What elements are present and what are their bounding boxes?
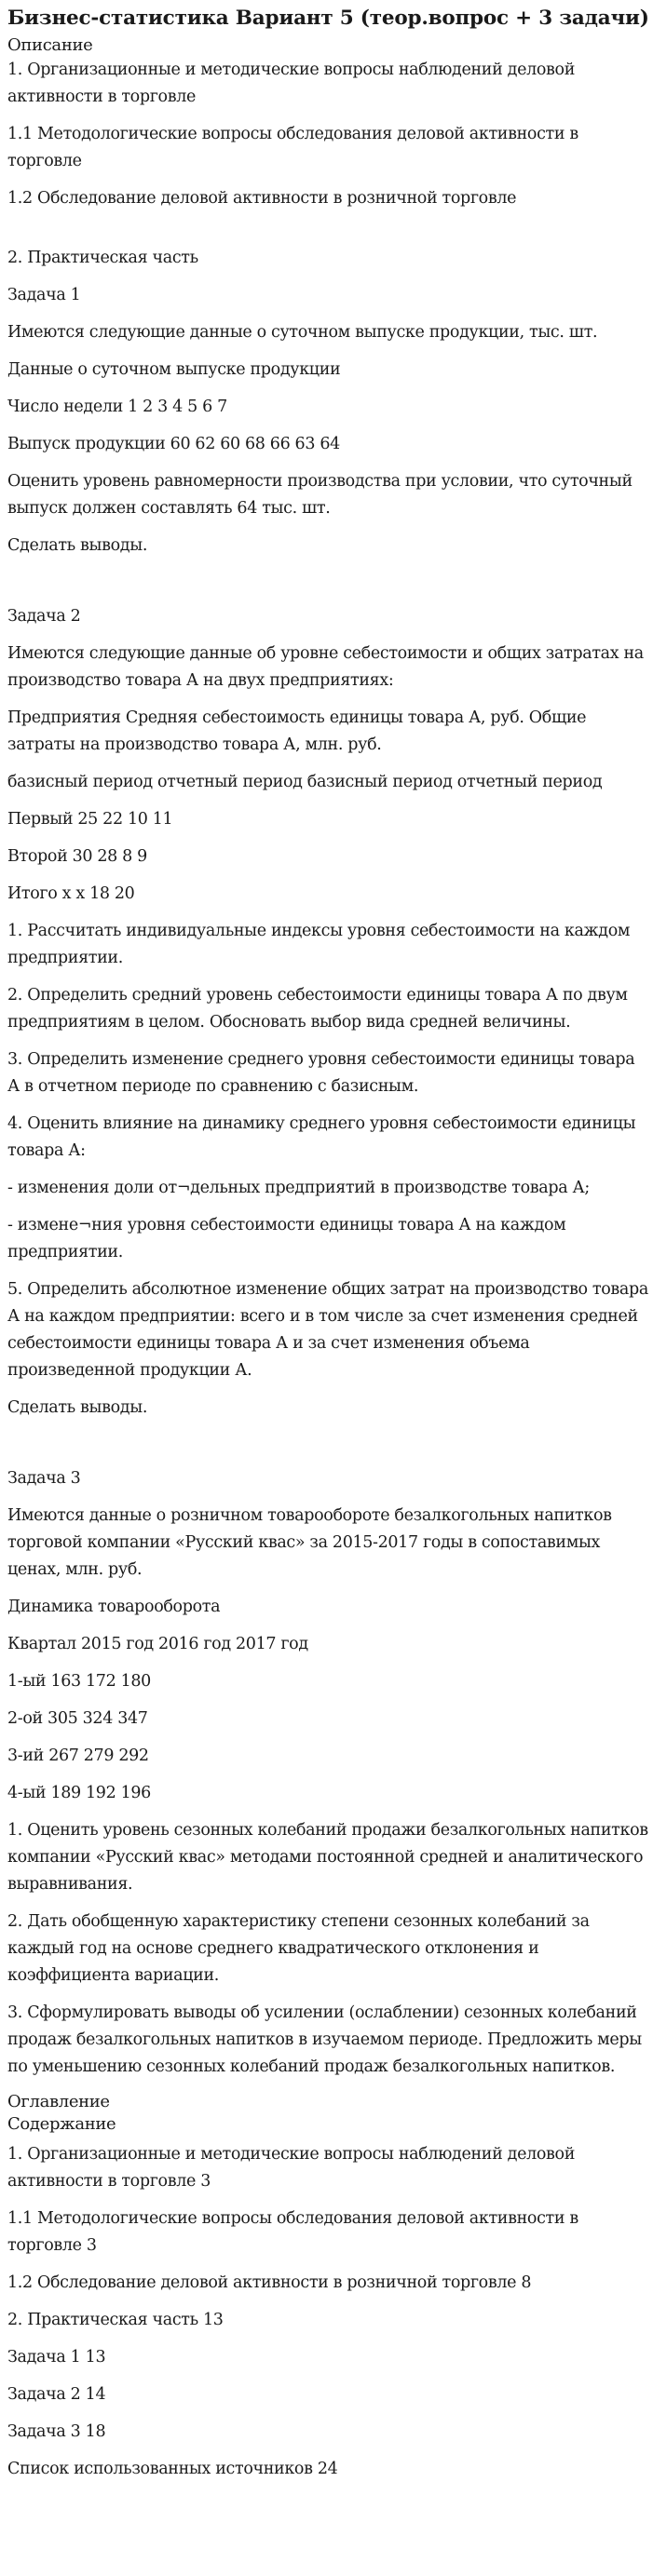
task2-paragraph: - измене¬ния уровня себестоимости единицы товара А на каждом предприятии.	[7, 1216, 566, 1261]
task2-paragraph: базисный период отчетный период базисный период отчетный период	[7, 773, 603, 791]
toc-item: 1.1 Методологические вопросы обследования деловой активности в торговле 3	[7, 2209, 578, 2255]
task1-section	[7, 282, 653, 560]
task3-paragraph: 1-ый 163 172 180	[7, 1672, 151, 1691]
toc-label: Оглавление	[7, 2092, 110, 2111]
toc-item: 2. Практическая часть 13	[7, 2311, 224, 2329]
task3-paragraph: 3. Сформулировать выводы об усилении (ослаблении) сезонных колебаний продаж безалкогольных напитков в изучаемом периоде. Предложить меры по уменьшению сезонных колебаний продаж безалкогольных напитков.	[7, 2003, 642, 2076]
task3-paragraph: 4-ый 189 192 196	[7, 1784, 151, 1802]
task2-heading: Задача 2	[7, 607, 81, 626]
practice-heading: 2. Практическая часть	[7, 249, 198, 267]
task3-paragraph: 2. Дать обобщенную характеристику степени сезонных колебаний за каждый год на основе среднего квадратического отклонения и коэффициента вариации.	[7, 1912, 590, 1985]
toc-item: Задача 1 13	[7, 2348, 106, 2367]
task3-paragraph: 2-ой 305 324 347	[7, 1709, 148, 1728]
task1-paragraph: Имеются следующие данные о суточном выпуске продукции, тыс. шт.	[7, 323, 598, 342]
theory-item: 1.1 Методологические вопросы обследования деловой активности в торговле	[7, 125, 578, 170]
task1-paragraph: Сделать выводы.	[7, 536, 148, 555]
toc-item: Задача 3 18	[7, 2422, 106, 2441]
theory-item: 1.2 Обследование деловой активности в розничной торговле	[7, 189, 517, 208]
task1-paragraph: Оценить уровень равномерности производства при условии, что суточный выпуск должен составлять 64 тыс. шт.	[7, 472, 633, 518]
task2-paragraph: 1. Рассчитать индивидуальные индексы уровня себестоимости на каждом предприятии.	[7, 922, 631, 967]
task2-paragraph: Второй 30 28 8 9	[7, 847, 147, 866]
task3-heading: Задача 3	[7, 1469, 81, 1488]
task3-paragraph: Квартал 2015 год 2016 год 2017 год	[7, 1635, 308, 1653]
task3-paragraph: Имеются данные о розничном товарообороте безалкогольных напитков торговой компании «Русский квас» за 2015-2017 годы в сопоставимых ценах, млн. руб.	[7, 1506, 612, 1579]
task2-paragraph: Сделать выводы.	[7, 1398, 148, 1417]
description-label: Описание	[7, 35, 93, 55]
task1-paragraph: Данные о суточном выпуске продукции	[7, 360, 341, 379]
task2-paragraph: Предприятия Средняя себестоимость единицы товара А, руб. Общие затраты на производство товара А, млн. руб.	[7, 708, 587, 754]
toc-item: Список использованных источников 24	[7, 2460, 338, 2478]
table-of-contents	[7, 2141, 653, 2483]
task1-heading: Задача 1	[7, 286, 81, 304]
task3-paragraph: 1. Оценить уровень сезонных колебаний продажи безалкогольных напитков компании «Русский квас» методами постоянной средней и аналитического выравнивания.	[7, 1821, 648, 1894]
task2-paragraph: Итого х х 18 20	[7, 884, 135, 903]
toc-item: 1.2 Обследование деловой активности в розничной торговле 8	[7, 2273, 532, 2292]
task1-paragraph: Выпуск продукции 60 62 60 68 66 63 64	[7, 435, 340, 453]
task2-paragraph: - изменения доли от¬дельных предприятий в производстве товара А;	[7, 1179, 590, 1197]
theory-section	[7, 57, 653, 212]
task2-paragraph: Имеются следующие данные об уровне себестоимости и общих затратах на производство товара А на двух предприятиях:	[7, 644, 644, 690]
task1-paragraph: Число недели 1 2 3 4 5 6 7	[7, 398, 227, 416]
contents-label: Содержание	[7, 2114, 116, 2134]
document-title: Бизнес-статистика Вариант 5 (теор.вопрос + 3 задачи)	[7, 7, 649, 30]
toc-item: 1. Организационные и методические вопросы наблюдений деловой активности в торговле 3	[7, 2145, 576, 2191]
task2-section	[7, 603, 653, 1422]
toc-item: Задача 2 14	[7, 2385, 106, 2404]
task2-paragraph: 5. Определить абсолютное изменение общих затрат на производство товара А на каждом предприятии: всего и в том числе за счет изменения средней себестоимости единицы товара А и за счет изменения объема произведенной продукции А.	[7, 1280, 648, 1380]
task2-paragraph: 3. Определить изменение среднего уровня себестоимости единицы товара А в отчетном периоде по сравнению с базисным.	[7, 1050, 635, 1096]
theory-item: 1. Организационные и методические вопросы наблюдений деловой активности в торговле	[7, 61, 576, 106]
task2-paragraph: 2. Определить средний уровень себестоимости единицы товара А по двум предприятиям в целом. Обосновать выбор вида средней величины.	[7, 986, 628, 1032]
task2-paragraph: Первый 25 22 10 11	[7, 810, 173, 829]
task3-paragraph: Динамика товарооборота	[7, 1598, 221, 1616]
task2-paragraph: 4. Оценить влияние на динамику среднего уровня себестоимости единицы товара А:	[7, 1114, 636, 1160]
task3-paragraph: 3-ий 267 279 292	[7, 1747, 149, 1765]
task3-section	[7, 1465, 653, 2081]
